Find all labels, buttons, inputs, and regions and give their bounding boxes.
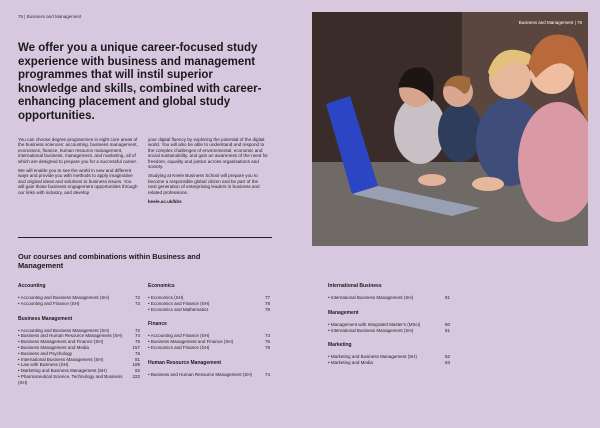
students-photo-illustration	[312, 12, 588, 246]
left-section-name: Business and Management	[26, 14, 82, 19]
course-category-heading: Human Resource Management	[148, 359, 222, 366]
course-name: • Business Management and Media	[18, 344, 89, 350]
course-name: • Business and Human Resource Management (SH)	[18, 333, 123, 339]
course-category-heading: Finance	[148, 321, 167, 328]
course-name: • Business and Psychology	[18, 350, 73, 356]
course-name: • Accounting and Business Management (SH)	[18, 327, 110, 333]
course-page-number: 73	[264, 333, 270, 339]
course-page-number: 75	[134, 339, 140, 345]
left-page-number: 78	[18, 14, 24, 19]
course-column	[18, 283, 140, 386]
course-category-heading: Economics	[148, 283, 175, 289]
course-page-number: 189	[132, 362, 140, 368]
course-page-number: 81	[444, 327, 450, 333]
course-list-item	[148, 307, 270, 313]
course-page-number: 76	[134, 350, 140, 356]
course-name: • Business Management and Finance (SH)	[18, 339, 104, 345]
course-list-item	[148, 372, 270, 378]
course-name: • Accounting and Finance (SH)	[18, 300, 80, 306]
course-page-number: 79	[264, 306, 270, 312]
section-divider	[18, 237, 272, 238]
course-category-heading: Business Management	[18, 315, 73, 322]
students-photo	[312, 12, 588, 246]
course-column	[328, 283, 450, 366]
intro-paragraph: You can choose degree programmes in eight core areas of the business sciences: accounting, business management, economics, finance, human resource management, international business, management, and marketing, all of which are designed to prepare you for a successful career.	[18, 137, 138, 164]
course-name: • International Business Management (SH)	[328, 295, 414, 300]
course-page-number: 77	[264, 295, 270, 300]
course-name: • Marketing and Business Management (SH)	[18, 368, 107, 374]
course-name: • Pharmaceutical Science, Technology and Business (SH)	[18, 373, 123, 385]
course-name: • Economics (SH)	[148, 295, 184, 300]
course-category-heading: Management	[328, 309, 359, 316]
intro-paragraph: Studying at Keele Business School will prepare you to become a responsible global citizen and be part of the next generation of enterprising leaders in business and related professions.	[148, 173, 260, 195]
course-page-number: 75	[264, 339, 270, 345]
left-running-header	[18, 14, 81, 19]
course-page-number: 78	[264, 300, 270, 306]
course-page-number: 82	[134, 368, 140, 374]
school-website-link[interactable]: keele.ac.uk/kbs	[148, 199, 182, 205]
course-category-heading: Accounting	[18, 283, 46, 289]
intro-paragraph: your digital fluency by exploring the potential of the digital world. You will also be able to understand and respond to the complex challenges of environmental, economic and social sustainability, and gain an awareness of the need for freedom, equality and justice across organisations and society.	[148, 137, 268, 170]
page-headline: We offer you a unique career-focused study experience with business and management programmes that will instil superior knowledge and skills, combined with career-enhancing placement and global study opportunities.	[18, 42, 262, 122]
course-page-number: 80	[444, 321, 450, 327]
course-list-item	[148, 345, 270, 351]
course-name: • Marketing and Business Management (SH)	[328, 354, 417, 360]
course-name: • International Business Management (SH)	[18, 356, 104, 362]
course-page-number: 74	[134, 333, 140, 339]
course-page-number: 81	[134, 356, 140, 362]
course-list-item	[18, 374, 140, 386]
right-section-name: Business and Management	[518, 20, 574, 25]
course-page-number: 82	[444, 354, 450, 360]
course-name: • Marketing and Media	[328, 360, 373, 366]
courses-section-title: Our courses and combinations within Business and Management	[18, 252, 201, 270]
course-page-number: 157	[132, 344, 140, 350]
course-name: • Business and Human Resource Management (SH)	[148, 371, 253, 377]
course-column	[148, 283, 270, 378]
intro-paragraph: We will enable you to see the world in new and different ways and provide you with methods to apply imaginative and original ideas and solutions to business issues. You will gain those business engagement opportunities through our links with industry, and develop	[18, 168, 138, 195]
course-page-number: 73	[134, 300, 140, 306]
course-category-heading: International Business	[328, 283, 382, 289]
header-separator: |	[574, 20, 577, 25]
course-list-item	[328, 328, 450, 334]
course-list-item	[18, 301, 140, 307]
course-page-number: 74	[264, 371, 270, 377]
course-list-item	[328, 360, 450, 366]
right-page-number: 79	[576, 20, 582, 25]
course-list-item	[328, 295, 450, 301]
intro-column-right	[148, 137, 268, 208]
course-name: • Economics and Finance (SH)	[148, 344, 210, 350]
course-name: • Business Management and Finance (SH)	[148, 339, 234, 345]
course-name: • Law with Business (SH)	[18, 362, 69, 368]
course-name: • Accounting and Business Management (SH)	[18, 295, 110, 300]
course-name: • International Business Management (SH)	[328, 327, 414, 333]
course-page-number: 72	[134, 295, 140, 300]
course-page-number: 81	[444, 295, 450, 300]
course-page-number: 78	[264, 344, 270, 350]
course-name: • Accounting and Finance (SH)	[148, 333, 210, 339]
course-page-number: 222	[132, 373, 140, 379]
intro-column-left	[18, 137, 138, 199]
course-name: • Economics and Mathematics	[148, 306, 209, 312]
course-name: • Management with Integrated Master's (MSci)	[328, 321, 421, 327]
course-page-number: 72	[134, 327, 140, 333]
course-name: • Economics and Finance (SH)	[148, 300, 210, 306]
course-page-number: 83	[444, 360, 450, 366]
course-category-heading: Marketing	[328, 342, 352, 349]
header-separator: |	[24, 14, 27, 19]
right-running-header	[519, 20, 582, 25]
